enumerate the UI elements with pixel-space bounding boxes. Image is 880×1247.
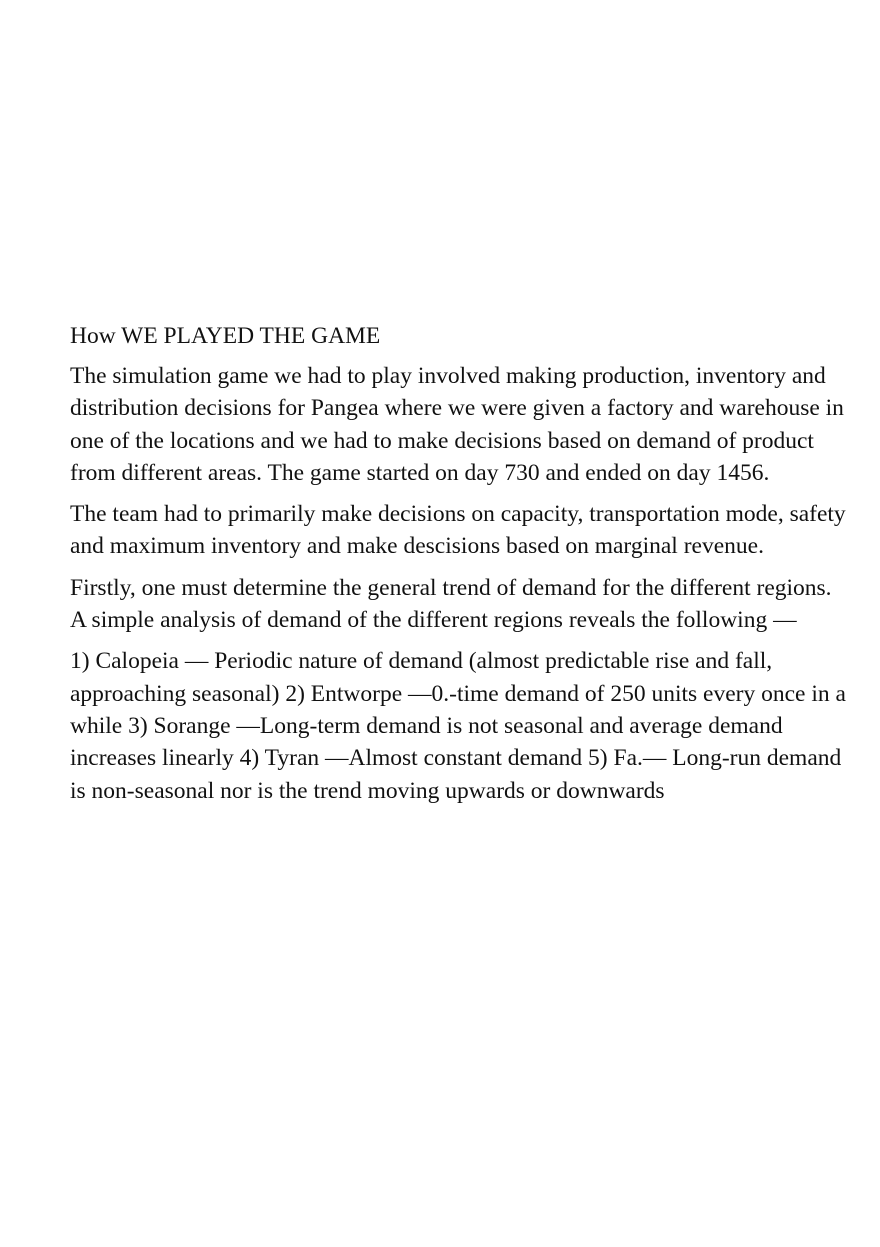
document-page <box>70 320 850 816</box>
paragraph-intro: The simulation game we had to play involved making production, inventory and distribution decisions for Pangea where we were given a factory and warehouse in one of the locations and we had to make decisions based on demand of product from different areas. The game started on day 730 and ended on day 1456. <box>70 363 844 486</box>
paragraph-demand-trend: Firstly, one must determine the general trend of demand for the different regions. A simple analysis of demand of the different regions reveals the following — <box>70 574 832 634</box>
paragraph-regions-list: 1) Calopeia — Periodic nature of demand (almost predictable rise and fall, approaching seasonal) 2) Entworpe —0.-time demand of 250 units every once in a while 3) Sorange —Long-term demand is not seasonal and average demand increases linearly 4) Tyran —Almost constant demand 5) Fa.— Long-run demand is non-seasonal nor is the trend moving upwards or downwards <box>70 648 846 804</box>
section-heading: How WE PLAYED THE GAME <box>70 323 381 349</box>
paragraph-decisions: The team had to primarily make decisions on capacity, transportation mode, safety and maximum inventory and make descisions based on marginal revenue. <box>70 501 846 560</box>
